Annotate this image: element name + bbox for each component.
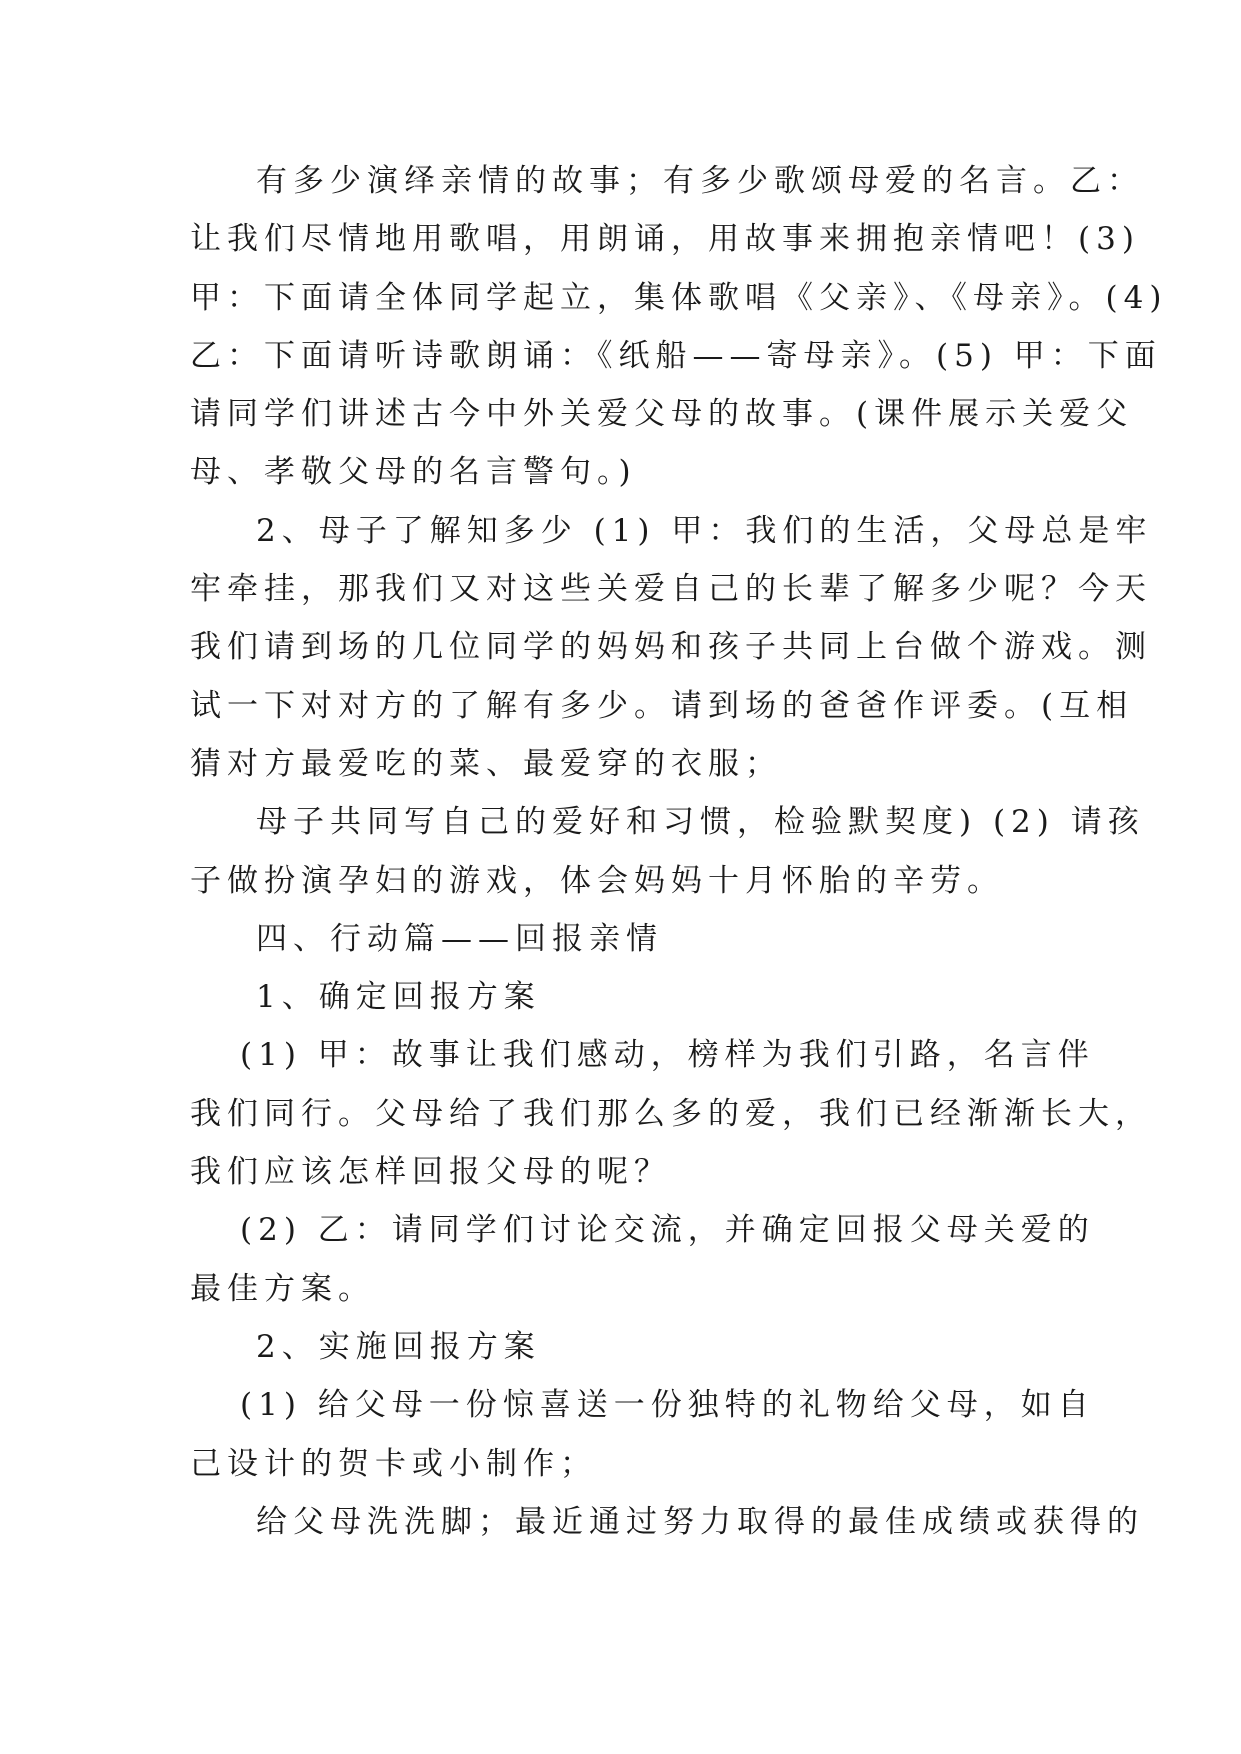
text-line: 2、母子了解知多少 (1) 甲：我们的生活，父母总是牢 bbox=[256, 512, 1153, 549]
text-line: 让我们尽情地用歌唱，用朗诵，用故事来拥抱亲情吧！(3) bbox=[190, 221, 1140, 258]
text-line: 母子共同写自己的爱好和习惯，检验默契度) (2) 请孩 bbox=[256, 804, 1145, 841]
text-line: (1) 甲：故事让我们感动，榜样为我们引路，名言伴 bbox=[240, 1037, 1095, 1074]
text-line: 子做扮演孕妇的游戏，体会妈妈十月怀胎的辛劳。 bbox=[190, 862, 1004, 899]
text-line: 我们应该怎样回报父母的呢？ bbox=[190, 1154, 671, 1191]
text-line: 母、孝敬父母的名言警句。) bbox=[190, 454, 637, 491]
text-line: 最佳方案。 bbox=[190, 1270, 375, 1307]
text-line: (2) 乙：请同学们讨论交流，并确定回报父母关爱的 bbox=[240, 1212, 1095, 1249]
text-line: 己设计的贺卡或小制作； bbox=[190, 1445, 597, 1482]
text-line: (1) 给父母一份惊喜送一份独特的礼物给父母，如自 bbox=[240, 1387, 1095, 1424]
text-line: 乙：下面请听诗歌朗诵：《纸船——寄母亲》。(5) 甲：下面 bbox=[190, 337, 1162, 374]
text-line: 牢牵挂，那我们又对这些关爱自己的长辈了解多少呢？今天 bbox=[190, 571, 1152, 608]
text-line: 请同学们讲述古今中外关爱父母的故事。(课件展示关爱父 bbox=[190, 396, 1134, 433]
text-line: 我们请到场的几位同学的妈妈和孩子共同上台做个游戏。测 bbox=[190, 629, 1152, 666]
text-line: 我们同行。父母给了我们那么多的爱，我们已经渐渐长大， bbox=[190, 1095, 1152, 1132]
text-line: 试一下对对方的了解有多少。请到场的爸爸作评委。(互相 bbox=[190, 687, 1134, 724]
text-line: 给父母洗洗脚；最近通过努力取得的最佳成绩或获得的 bbox=[256, 1503, 1144, 1540]
subsection-heading: 2、实施回报方案 bbox=[256, 1328, 541, 1365]
section-heading: 四、行动篇——回报亲情 bbox=[256, 920, 663, 957]
text-line: 甲：下面请全体同学起立，集体歌唱《父亲》、《母亲》。(4) bbox=[190, 279, 1168, 316]
subsection-heading: 1、确定回报方案 bbox=[256, 979, 541, 1016]
body-text bbox=[190, 152, 1168, 1551]
text-line: 有多少演绎亲情的故事；有多少歌颂母爱的名言。乙： bbox=[256, 163, 1144, 199]
text-line: 猜对方最爱吃的菜、最爱穿的衣服； bbox=[190, 745, 782, 782]
